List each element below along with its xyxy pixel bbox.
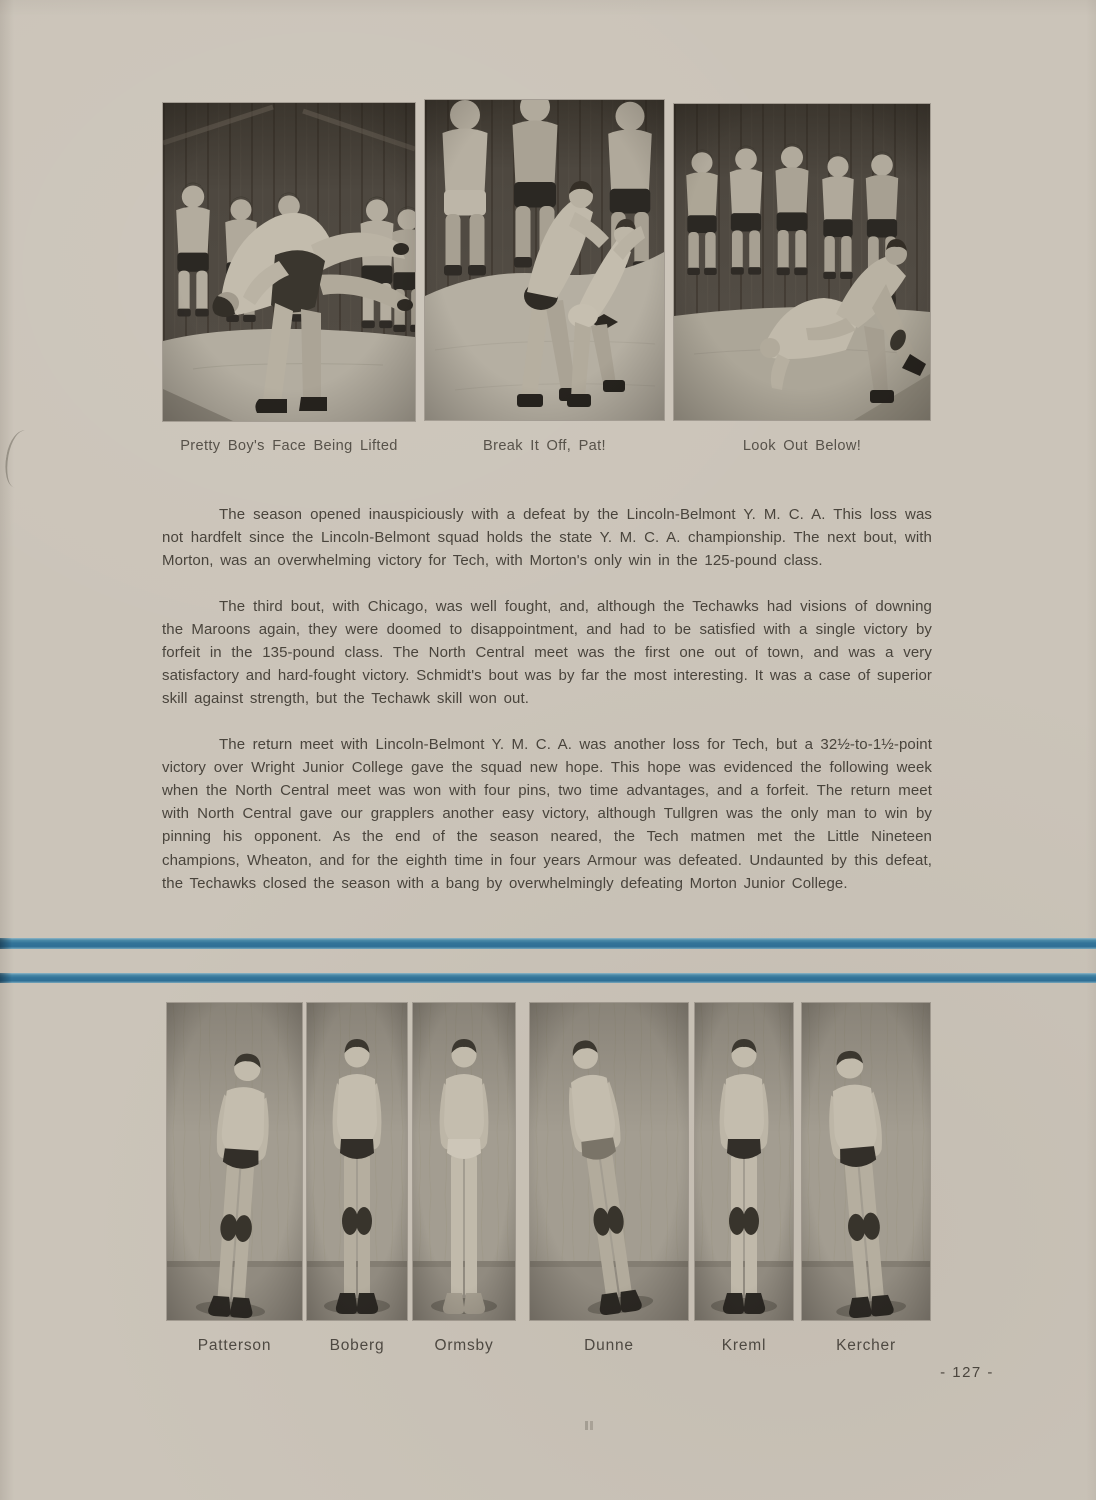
portrait-photo-kercher <box>802 1003 930 1320</box>
action-photo-row <box>163 100 930 421</box>
portrait-photo-dunne <box>530 1003 688 1320</box>
action-photo-takedown <box>674 104 930 420</box>
action-photo-grapple <box>425 100 664 420</box>
paragraph-1: The season opened inauspiciously with a defeat by the Lincoln-Belmont Y. M. C. A. This loss was not hardfelt since the Lincoln-Belmont squad holds the state Y. M. C. A. championship. The next bout, with Morton, was an overwhelming victory for Tech, with Morton's only win in the 125-pound class. <box>162 506 932 570</box>
divider-stripe-top <box>0 938 1096 949</box>
paragraph-3: The return meet with Lincoln-Belmont Y. M. C. A. was another loss for Tech, but a 32½-to-1½-point victory over Wright Junior College gave the squad new hope. This hope was evidenced the following week when the North Central meet was won with four pins, two time advantages, and a forfeit. The return meet with North Central gave our grapplers another easy victory, although Tullgren was the only man to win by pinning his opponent. As the end of the season neared, the Tech matmen met the Little Nineteen champions, Wheaton, and for the eighth time in four years Armour was defeated. Undaunted by this defeat, the Techawks closed the season with a bang by overwhelmingly defeating Morton Junior College. <box>162 735 932 892</box>
portrait-names-row <box>167 1337 930 1355</box>
portrait-photo-kreml <box>695 1003 793 1320</box>
portrait-photo-row <box>167 1003 930 1320</box>
portrait-name-kercher: Kercher <box>836 1337 896 1354</box>
scan-artifact-dust <box>585 1421 588 1430</box>
caption-row <box>163 438 930 454</box>
portrait-name-patterson: Patterson <box>197 1337 272 1354</box>
divider-stripe-bottom <box>0 973 1096 983</box>
portrait-name-boberg: Boberg <box>329 1337 385 1354</box>
photo-caption-2: Break It Off, Pat! <box>483 438 606 454</box>
paragraph-2: The third bout, with Chicago, was well fought, and, although the Techawks had visions of downing the Maroons again, they were doomed to disappointment, and had to be satisfied with a single victory by forfeit in the 135-pound class. The North Central meet was the first one out of town, and was a very satisfactory and hard-fought victory. Schmidt's bout was by far the most interesting. It was a case of superior skill against strength, but the Techawk skill won out. <box>162 597 932 708</box>
photo-caption-3: Look Out Below! <box>742 438 862 454</box>
portrait-photo-ormsby <box>413 1003 515 1320</box>
action-photo-lift <box>163 103 415 421</box>
portrait-photo-boberg <box>307 1003 407 1320</box>
scan-artifact-arc <box>1 428 39 490</box>
portrait-name-dunne: Dunne <box>584 1337 634 1354</box>
portrait-name-ormsby: Ormsby <box>434 1337 494 1354</box>
body-text <box>162 503 932 917</box>
page-number: - 127 - <box>940 1364 994 1381</box>
photo-caption-1: Pretty Boy's Face Being Lifted <box>180 438 398 454</box>
portrait-photo-patterson <box>167 1003 302 1320</box>
portrait-name-kreml: Kreml <box>721 1337 767 1354</box>
